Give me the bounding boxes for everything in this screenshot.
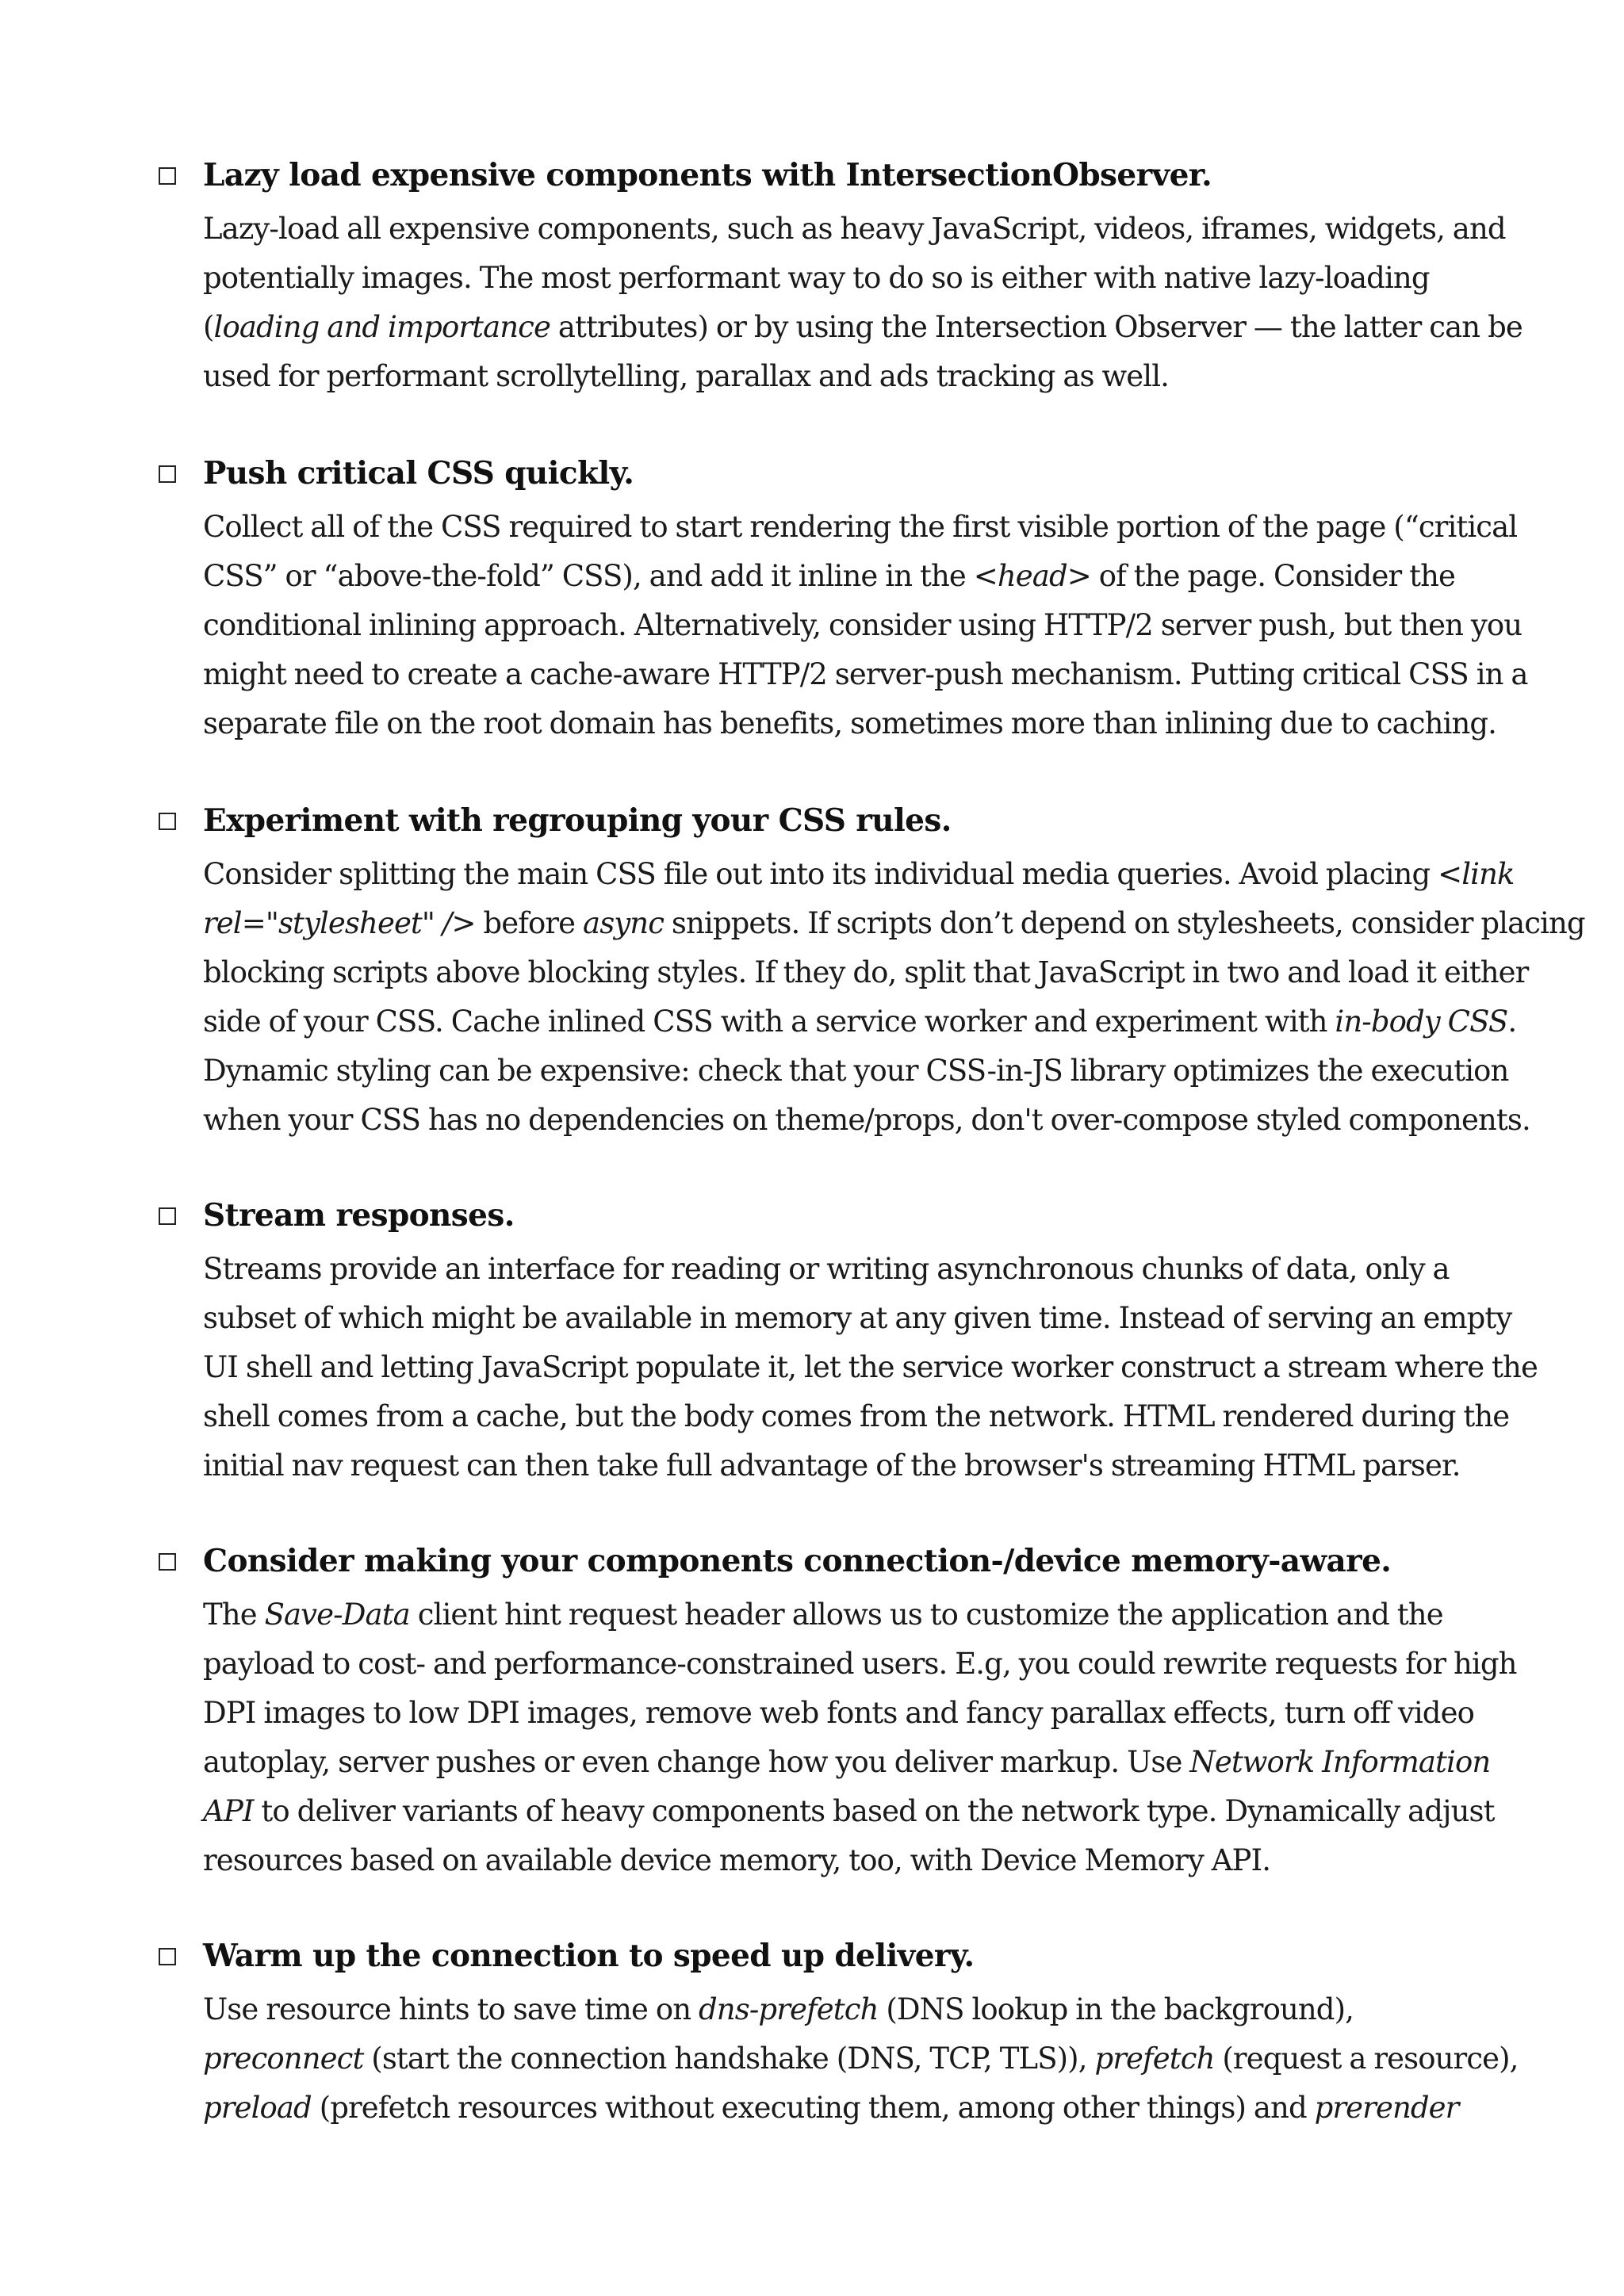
body-line [203,1738,1551,1787]
body-line [203,1985,1551,2034]
body-line [203,2084,1551,2133]
checkbox[interactable] [159,1553,176,1571]
text-run: when your CSS has no dependencies on theme/props, don't over-compose styled components. [203,1103,1530,1137]
italic-term: <head> [973,559,1091,593]
body-line [203,1392,1551,1441]
body-line [203,1836,1551,1885]
checkbox[interactable] [159,1207,176,1225]
body-line [203,254,1551,303]
text-run: attributes) or by using the Intersection Observer — the latter can be [550,310,1522,344]
text-run: . [1507,1004,1517,1039]
item-title: Stream responses. [203,1197,515,1234]
text-run: conditional inlining approach. Alternatively, consider using HTTP/2 server push, but then you [203,608,1522,642]
text-run: initial nav request can then take full advantage of the browser's streaming HTML parser. [203,1448,1461,1483]
item-body [203,1245,1551,1490]
text-run: snippets. If scripts don’t depend on stylesheets, consider placing [664,906,1585,940]
italic-term: API [203,1794,254,1828]
text-run: to deliver variants of heavy components based on the network type. Dynamically adjust [253,1794,1495,1828]
body-line [203,503,1551,552]
text-run: potentially images. The most performant way to do so is either with native lazy-loading [203,261,1430,295]
body-line [203,997,1551,1047]
text-run: Lazy-load all expensive components, such as heavy JavaScript, videos, iframes, widgets, and [203,212,1506,246]
body-line [203,1294,1551,1343]
item-body [203,850,1585,1145]
text-run: client hint request header allows us to customize the application and the [409,1598,1443,1632]
italic-term: loading and importance [213,310,550,344]
italic-term: dns-prefetch [699,1992,879,2026]
text-run: of the page. Consider the [1090,559,1456,593]
text-run: Collect all of the CSS required to start rendering the first visible portion of the page (“critical [203,510,1518,544]
text-run: blocking scripts above blocking styles. If they do, split that JavaScript in two and load it either [203,955,1529,989]
body-line [203,1343,1551,1392]
body-line [203,1689,1551,1738]
item-body [203,503,1551,748]
item-title: Consider making your components connection-/device memory-aware. [203,1543,1392,1579]
text-run: before [475,906,584,940]
item-title: Lazy load expensive components with IntersectionObserver. [203,157,1212,193]
text-run: (prefetch resources without executing them, among other things) and [311,2091,1315,2125]
body-line [203,1096,1551,1145]
text-run: resources based on available device memory, too, with Device Memory API. [203,1843,1271,1877]
text-run: (request a resource), [1214,2042,1519,2076]
body-line [203,899,1585,948]
body-line [203,352,1551,401]
item-title: Warm up the connection to speed up delivery. [203,1938,975,1974]
text-run: (start the connection handshake (DNS, TCP, TLS)), [363,2042,1095,2076]
body-line [203,552,1551,601]
body-line [203,303,1551,352]
body-line [203,948,1551,997]
text-run: The [203,1598,265,1632]
italic-term: preload [203,2091,312,2125]
text-run: might need to create a cache-aware HTTP/2 server-push mechanism. Putting critical CSS in a [203,657,1528,691]
text-run: payload to cost- and performance-constrained users. E.g, you could rewrite requests for high [203,1647,1517,1681]
text-run: UI shell and letting JavaScript populate it, let the service worker construct a stream where the [203,1350,1538,1384]
italic-term: rel="stylesheet" /> [203,906,476,940]
text-run: Streams provide an interface for reading or writing asynchronous chunks of data, only a [203,1252,1450,1286]
body-line [203,1047,1551,1096]
checkbox[interactable] [159,813,176,830]
text-run: CSS” or “above-the-fold” CSS), and add it inline in the [203,559,974,593]
italic-term: Save-Data [264,1598,410,1632]
text-run: Dynamic styling can be expensive: check that your CSS-in-JS library optimizes the execution [203,1054,1509,1088]
checkbox[interactable] [159,465,176,483]
italic-term: in-body CSS [1335,1004,1508,1039]
text-run: side of your CSS. Cache inlined CSS with a service worker and experiment with [203,1004,1335,1039]
body-line [203,1640,1551,1689]
text-run: Consider splitting the main CSS file out into its individual media queries. Avoid placing [203,857,1438,891]
body-line [203,850,1551,899]
body-line [203,2034,1551,2084]
body-line [203,1245,1551,1294]
item-body [203,1985,1551,2133]
item-title: Experiment with regrouping your CSS rules. [203,802,952,839]
text-run: DPI images to low DPI images, remove web fonts and fancy parallax effects, turn off video [203,1696,1474,1730]
checkbox[interactable] [159,167,176,185]
text-run: separate file on the root domain has benefits, sometimes more than inlining due to caching. [203,706,1497,740]
text-run: used for performant scrollytelling, parallax and ads tracking as well. [203,359,1169,393]
italic-term: async [583,906,665,940]
body-line [203,650,1551,699]
text-run: Use resource hints to save time on [203,1992,699,2026]
italic-term: Network Information [1189,1745,1491,1779]
italic-term: prefetch [1094,2042,1215,2076]
italic-term: prerender [1314,2091,1459,2125]
item-title: Push critical CSS quickly. [203,455,634,492]
body-line [203,699,1551,748]
item-body [203,205,1551,401]
body-line [203,205,1551,254]
text-run: subset of which might be available in memory at any given time. Instead of serving an empty [203,1301,1512,1335]
item-body [203,1590,1551,1885]
text-run: shell comes from a cache, but the body comes from the network. HTML rendered during the [203,1399,1510,1433]
body-line [203,1590,1551,1640]
text-run: autoplay, server pushes or even change how you deliver markup. Use [203,1745,1190,1779]
text-run: ( [203,310,214,344]
body-line [203,1787,1551,1836]
body-line [203,601,1551,650]
italic-term: preconnect [203,2042,364,2076]
italic-term: <link [1438,857,1515,891]
text-run: (DNS lookup in the background), [878,1992,1354,2026]
checkbox[interactable] [159,1948,176,1965]
body-line [203,1441,1551,1490]
